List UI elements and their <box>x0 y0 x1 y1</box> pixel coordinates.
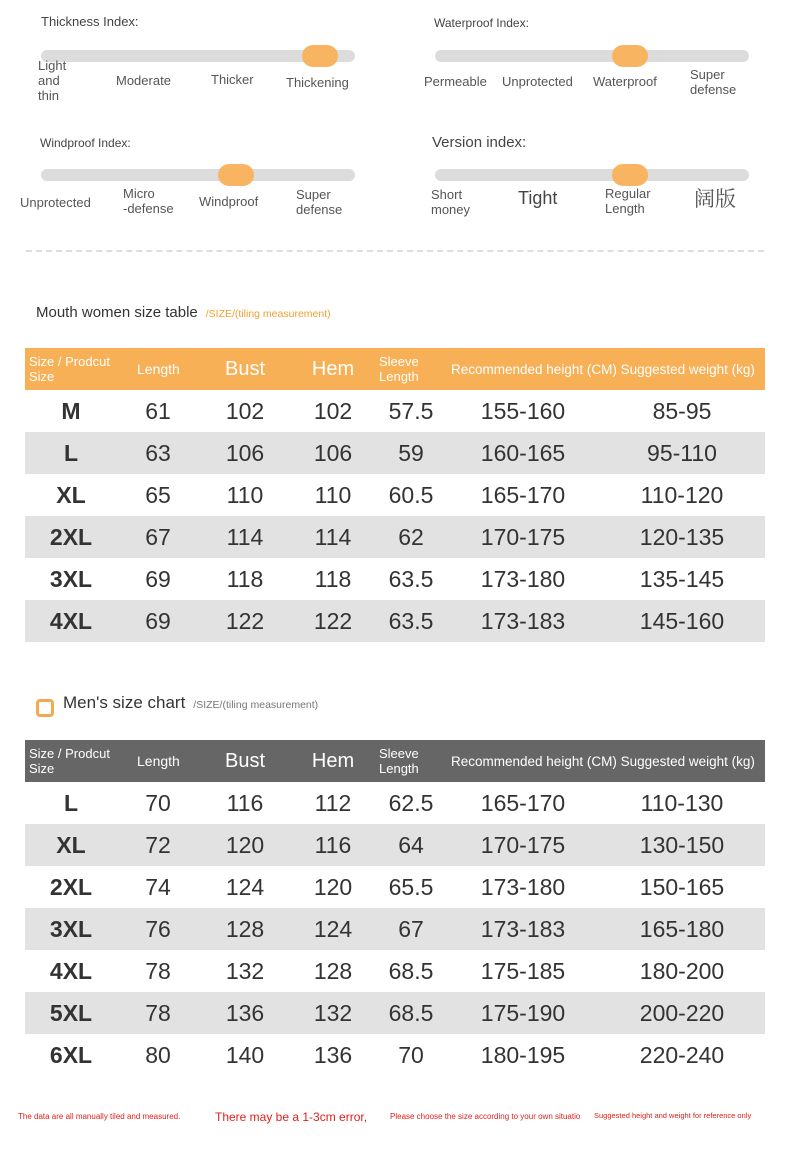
men-header-row <box>25 740 765 782</box>
cell-bust: 122 <box>199 600 291 642</box>
cell-bust: 140 <box>225 1041 265 1068</box>
waterproof-track <box>435 50 749 62</box>
cell-sleeve: 62 <box>375 516 447 558</box>
cell-height: 165-170 <box>480 481 566 508</box>
cell-weight: 110-120 <box>640 481 724 508</box>
footer-note-4: Suggested height and weight for reference only <box>594 1111 752 1120</box>
women-table-title: Mouth women size table <box>36 304 198 321</box>
cell-bust: 102 <box>225 397 265 424</box>
cell-height: 170-175 <box>447 824 599 866</box>
cell-length: 63 <box>117 432 199 474</box>
cell-height: 175-190 <box>447 992 599 1034</box>
cell-bust: 110 <box>226 481 264 508</box>
waterproof-label-3: Waterproof <box>593 74 657 89</box>
cell-height: 165-170 <box>480 789 566 816</box>
cell-size: 4XL <box>49 957 93 984</box>
cell-size: L <box>25 432 117 474</box>
cell-hem: 102 <box>313 397 353 424</box>
header-size: Size / Prodcut Size <box>25 348 117 390</box>
cell-bust: 128 <box>199 908 291 950</box>
cell-height: 170-175 <box>447 516 599 558</box>
header-bust: Bust <box>199 740 291 782</box>
cell-sleeve: 65.5 <box>388 873 434 900</box>
thickness-label-3: Thicker <box>211 72 254 87</box>
version-label-3: Regular Length <box>605 186 651 216</box>
cell-length: 78 <box>145 957 171 984</box>
cell-size: 3XL <box>25 908 117 950</box>
table-row <box>25 992 765 1034</box>
cell-height: 155-160 <box>480 397 566 424</box>
cell-sleeve: 59 <box>375 432 447 474</box>
cell-length: 65 <box>145 481 171 508</box>
cell-sleeve: 60.5 <box>388 481 434 508</box>
cell-bust: 116 <box>226 789 264 816</box>
windproof-label-2: Micro -defense <box>123 186 174 216</box>
cell-length: 78 <box>117 992 199 1034</box>
cell-hem: 114 <box>291 516 375 558</box>
cell-hem: 116 <box>291 824 375 866</box>
cell-height: 173-180 <box>480 873 566 900</box>
header-size: Size / Prodcut Size <box>25 740 117 782</box>
cell-sleeve: 64 <box>375 824 447 866</box>
cell-sleeve: 63.5 <box>375 600 447 642</box>
women-size-table <box>25 348 765 642</box>
cell-bust: 132 <box>225 957 265 984</box>
thickness-index-title: Thickness Index: <box>41 14 139 29</box>
header-recommended: Recommended height (CM) Suggested weight (kg) <box>447 348 765 390</box>
table-row <box>25 908 765 950</box>
thickness-label-1: Light and thin <box>38 58 67 103</box>
men-table-subtitle: /SIZE/(tiling measurement) <box>193 699 319 711</box>
cell-weight: 200-220 <box>599 992 765 1034</box>
cell-bust: 124 <box>225 873 265 900</box>
cell-hem: 136 <box>313 1041 353 1068</box>
cell-length: 61 <box>145 397 171 424</box>
cell-sleeve: 67 <box>375 908 447 950</box>
version-knob <box>612 164 648 186</box>
header-sleeve: Sleeve Length <box>375 348 447 390</box>
cell-hem: 112 <box>314 789 352 816</box>
cell-hem: 122 <box>291 600 375 642</box>
cell-size: XL <box>25 824 117 866</box>
cell-hem: 106 <box>291 432 375 474</box>
header-sleeve: Sleeve Length <box>375 740 447 782</box>
footer-note-3: Please choose the size according to your own situatio <box>390 1112 581 1121</box>
waterproof-label-2: Unprotected <box>502 74 573 89</box>
men-size-table <box>25 740 765 1076</box>
version-label-2: Tight <box>518 188 558 208</box>
waterproof-knob <box>612 45 648 67</box>
cell-length: 69 <box>117 600 199 642</box>
women-table-body <box>25 390 765 642</box>
cell-weight: 150-165 <box>639 873 725 900</box>
cell-sleeve: 70 <box>398 1041 424 1068</box>
cell-sleeve: 68.5 <box>375 992 447 1034</box>
cell-length: 72 <box>117 824 199 866</box>
cell-size: M <box>61 397 81 424</box>
cell-height: 173-183 <box>447 908 599 950</box>
header-length: Length <box>117 348 199 390</box>
cell-weight: 95-110 <box>599 432 765 474</box>
header-hem: Hem <box>291 348 375 390</box>
version-label-4: 阔版 <box>694 187 736 211</box>
cell-length: 69 <box>145 565 171 592</box>
cell-hem: 132 <box>291 992 375 1034</box>
thickness-label-4: Thickening <box>286 75 349 90</box>
cell-weight: 135-145 <box>639 565 725 592</box>
windproof-label-1: Unprotected <box>20 195 91 210</box>
cell-size: 2XL <box>49 873 93 900</box>
cell-weight: 220-240 <box>639 1041 725 1068</box>
cell-size: 6XL <box>49 1041 93 1068</box>
cell-length: 70 <box>145 789 171 816</box>
men-table-title: Men's size chart <box>63 693 186 712</box>
table-row <box>25 600 765 642</box>
version-label-1: Short money <box>431 187 471 217</box>
cell-hem: 128 <box>313 957 353 984</box>
table-row <box>25 1034 765 1076</box>
header-length: Length <box>117 740 199 782</box>
women-table-subtitle: /SIZE/(tiling measurement) <box>205 308 331 320</box>
cell-weight: 120-135 <box>599 516 765 558</box>
women-header-row <box>25 348 765 390</box>
cell-height: 160-165 <box>447 432 599 474</box>
windproof-knob <box>218 164 254 186</box>
cell-length: 67 <box>117 516 199 558</box>
header-bust: Bust <box>199 348 291 390</box>
table-row <box>25 824 765 866</box>
header-hem: Hem <box>291 740 375 782</box>
cell-weight: 180-200 <box>639 957 725 984</box>
cell-weight: 110-130 <box>640 789 724 816</box>
cell-height: 175-185 <box>480 957 566 984</box>
table-row <box>25 950 765 992</box>
cell-sleeve: 62.5 <box>388 789 434 816</box>
table-row <box>25 516 765 558</box>
cell-weight: 145-160 <box>599 600 765 642</box>
windproof-track <box>41 169 355 181</box>
cell-size: 5XL <box>25 992 117 1034</box>
table-row <box>25 474 765 516</box>
table-row <box>25 432 765 474</box>
section-divider <box>26 250 764 252</box>
thickness-label-2: Moderate <box>116 73 171 88</box>
header-recommended: Recommended height (CM) Suggested weight (kg) <box>447 740 765 782</box>
waterproof-index-title: Waterproof Index: <box>434 16 529 30</box>
cell-size: 4XL <box>25 600 117 642</box>
women-table-heading <box>36 304 331 321</box>
table-row <box>25 866 765 908</box>
windproof-label-4: Super defense <box>296 187 343 217</box>
cell-length: 76 <box>117 908 199 950</box>
thickness-knob <box>302 45 338 67</box>
cell-bust: 114 <box>199 516 291 558</box>
cell-hem: 120 <box>313 873 353 900</box>
windproof-index-title: Windproof Index: <box>40 136 131 150</box>
waterproof-label-4: Super defense <box>690 67 737 97</box>
cell-height: 173-180 <box>480 565 566 592</box>
cell-bust: 118 <box>226 565 264 592</box>
cell-sleeve: 63.5 <box>388 565 434 592</box>
cell-length: 80 <box>145 1041 171 1068</box>
cell-hem: 118 <box>314 565 352 592</box>
cell-sleeve: 57.5 <box>388 397 434 424</box>
cell-weight: 85-95 <box>652 397 712 424</box>
cell-height: 180-195 <box>480 1041 566 1068</box>
men-table-heading <box>63 693 318 713</box>
footer-note-2: There may be a 1-3cm error, <box>215 1110 368 1124</box>
table-row <box>25 558 765 600</box>
version-track <box>435 169 749 181</box>
cell-length: 74 <box>145 873 171 900</box>
cell-size: L <box>63 789 79 816</box>
men-table-body <box>25 782 765 1076</box>
section-marker-icon <box>36 699 54 717</box>
windproof-label-3: Windproof <box>199 194 259 209</box>
cell-hem: 110 <box>314 481 352 508</box>
cell-size: XL <box>56 481 86 508</box>
cell-weight: 130-150 <box>599 824 765 866</box>
table-row <box>25 782 765 824</box>
cell-weight: 165-180 <box>599 908 765 950</box>
cell-bust: 106 <box>199 432 291 474</box>
cell-height: 173-183 <box>447 600 599 642</box>
table-row <box>25 390 765 432</box>
cell-bust: 120 <box>199 824 291 866</box>
cell-sleeve: 68.5 <box>388 957 434 984</box>
version-index-title: Version index: <box>432 134 527 151</box>
thickness-track <box>41 50 355 62</box>
cell-size: 3XL <box>49 565 93 592</box>
cell-bust: 136 <box>199 992 291 1034</box>
cell-size: 2XL <box>25 516 117 558</box>
cell-hem: 124 <box>291 908 375 950</box>
waterproof-label-1: Permeable <box>424 74 487 89</box>
footer-note-1: The data are all manually tiled and measured. <box>18 1112 181 1121</box>
